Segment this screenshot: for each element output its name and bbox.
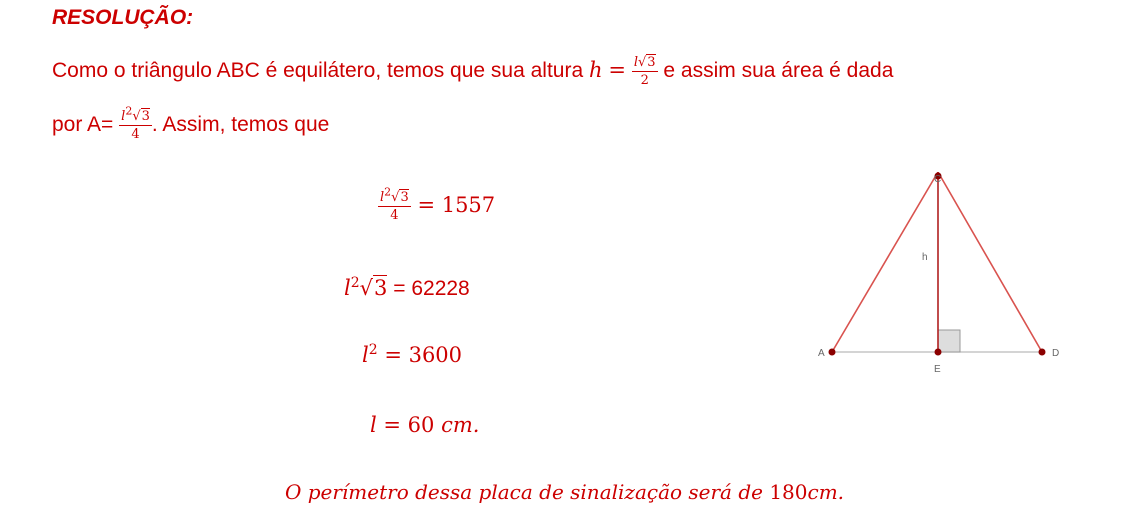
side-cd <box>938 172 1042 352</box>
vertex-d <box>1039 349 1046 356</box>
step-2-exp: 2 <box>350 275 360 291</box>
statement-text-1a: Como o triângulo ABC é equilátero, temos que sua altura <box>52 59 584 83</box>
step-2-equation <box>344 276 470 301</box>
sqrt-symbol: √ <box>359 276 374 300</box>
label-a: A <box>818 348 825 359</box>
step-2-rhs: = 62228 <box>387 277 470 300</box>
step-3-exp: 2 <box>368 342 378 358</box>
statement-text-2a: por A= <box>52 113 114 137</box>
radicand: 3 <box>141 109 150 124</box>
frac-l: l <box>633 55 638 70</box>
frac-denominator: 2 <box>640 73 649 88</box>
frac-l: l <box>121 109 126 124</box>
equals-sign: = <box>608 58 626 83</box>
step-3-equation <box>362 343 462 367</box>
step-4-unit: cm. <box>441 413 480 437</box>
step-2-radicand: 3 <box>374 276 388 300</box>
statement-text-1b: e assim sua área é dada <box>663 59 894 83</box>
step-3-l: l <box>362 343 369 367</box>
step-1-radicand: 3 <box>400 190 409 205</box>
conclusion <box>0 480 1129 504</box>
step-2-l: l <box>344 276 351 300</box>
statement-line-1 <box>52 56 893 87</box>
triangle-figure <box>810 172 1070 402</box>
resolution-title: RESOLUÇÃO: <box>52 6 194 29</box>
step-4-rhs: = 60 <box>376 413 442 437</box>
step-1-l: l <box>380 190 385 205</box>
label-c: C <box>934 174 942 185</box>
height-fraction <box>632 56 658 87</box>
sqrt-symbol: √ <box>638 55 647 70</box>
statement-line-2 <box>52 104 330 142</box>
conclusion-text: O perímetro dessa placa de sinalização será de <box>284 480 770 504</box>
vertex-a <box>829 349 836 356</box>
conclusion-value: 180 <box>769 480 808 504</box>
step-4-l: l <box>370 413 377 437</box>
radicand: 3 <box>647 55 656 70</box>
sqrt-symbol: √ <box>132 109 141 124</box>
step-3-rhs: = 3600 <box>377 343 463 367</box>
label-d: D <box>1052 348 1060 359</box>
right-angle-marker <box>938 330 960 352</box>
label-e: E <box>934 364 941 375</box>
frac-denominator: 4 <box>131 127 140 142</box>
conclusion-unit: cm. <box>807 480 845 504</box>
label-h: h <box>922 252 928 263</box>
step-4-equation <box>370 413 479 437</box>
step-1-rhs: = 1557 <box>417 193 496 217</box>
frac-exponent: 2 <box>125 104 133 118</box>
area-fraction <box>119 104 152 142</box>
height-variable: h <box>589 58 603 83</box>
step-1-equation <box>378 185 496 223</box>
statement-text-2b: . Assim, temos que <box>151 113 330 137</box>
step-1-fraction <box>378 185 411 223</box>
step-1-denominator: 4 <box>390 208 399 223</box>
vertex-e <box>935 349 942 356</box>
sqrt-symbol: √ <box>391 190 400 205</box>
step-1-exp: 2 <box>384 185 392 199</box>
